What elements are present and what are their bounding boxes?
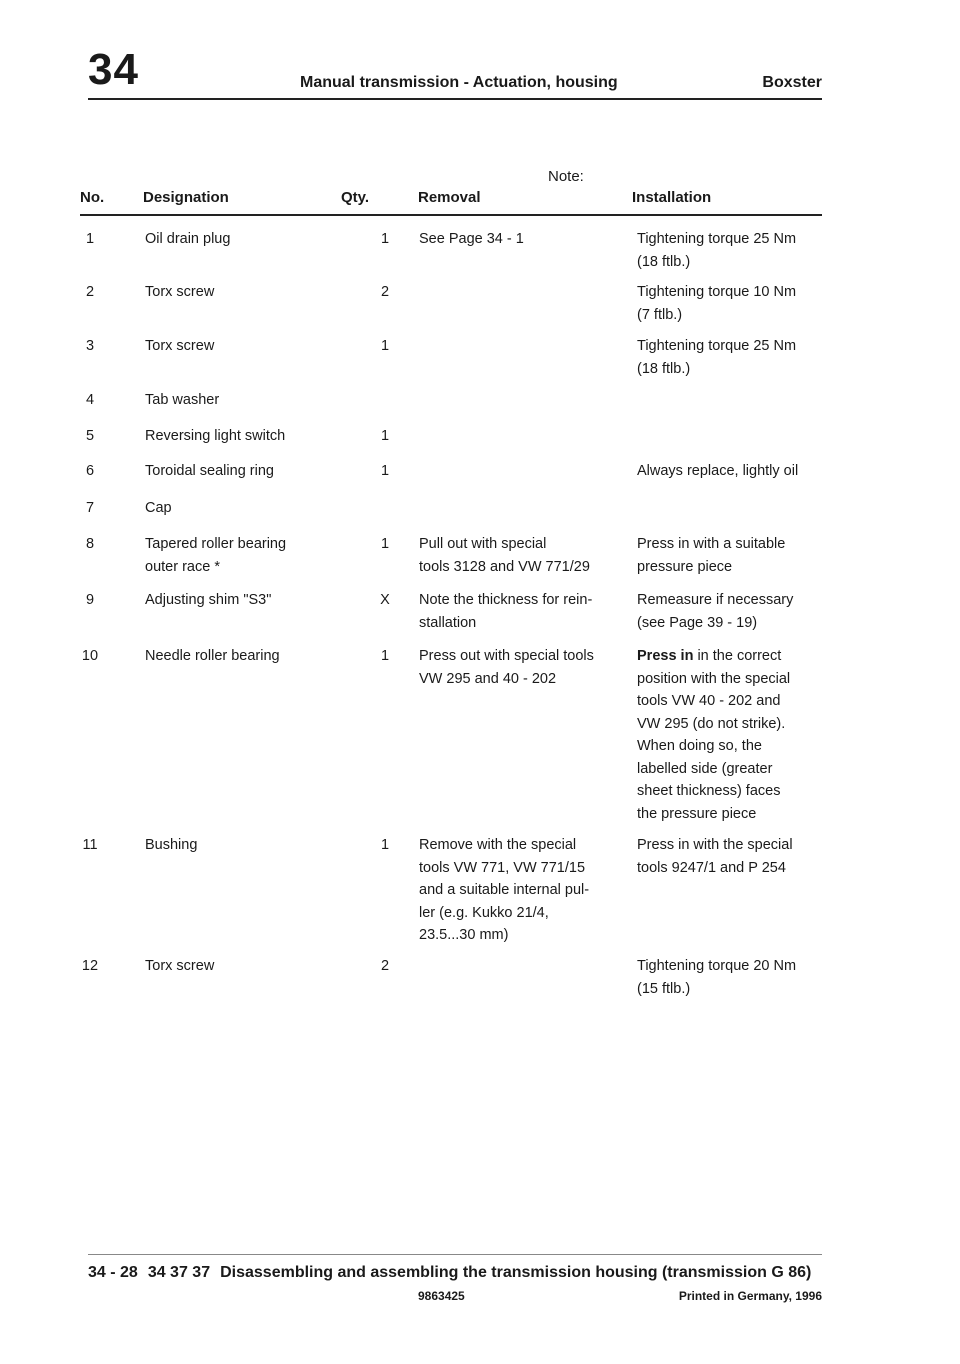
removal-line: tools 3128 and VW 771/29 — [419, 558, 590, 575]
designation-line: Bushing — [145, 837, 198, 853]
item-quantity: 1 — [380, 463, 390, 479]
column-header-removal: Removal — [418, 189, 481, 206]
installation-line: Tightening torque 10 Nm — [637, 284, 797, 300]
item-quantity: 1 — [380, 536, 390, 552]
installation-line: (18 ftlb.) — [637, 253, 691, 270]
item-removal-note — [419, 834, 615, 947]
section-title: Manual transmission - Actuation, housing — [300, 74, 618, 91]
installation-line: Remeasure if necessary — [637, 592, 794, 608]
removal-line: tools VW 771, VW 771/15 — [419, 859, 586, 876]
designation-line: outer race * — [145, 558, 220, 575]
installation-line: (18 ftlb.) — [637, 360, 691, 377]
item-installation-note — [637, 589, 822, 634]
removal-line: VW 295 and 40 - 202 — [419, 670, 557, 687]
removal-line: ler (e.g. Kukko 21/4, — [419, 904, 549, 921]
item-number: 3 — [85, 338, 95, 354]
item-designation — [145, 834, 335, 857]
footer-divider — [88, 1254, 822, 1255]
item-designation — [145, 645, 335, 668]
installation-emphasis: Press in — [637, 648, 694, 664]
footer-line — [88, 1264, 821, 1282]
designation-line: Tapered roller bearing — [145, 536, 287, 552]
item-quantity: 2 — [380, 284, 390, 300]
installation-line: labelled side (greater — [637, 760, 773, 777]
footer-description: Disassembling and assembling the transmission housing (transmission G 86) — [220, 1264, 812, 1281]
installation-line: tools 9247/1 and P 254 — [637, 859, 786, 876]
item-designation — [145, 460, 335, 483]
item-quantity: 1 — [380, 231, 390, 247]
item-number: 6 — [85, 463, 95, 479]
designation-line: Oil drain plug — [145, 231, 231, 247]
installation-line: (see Page 39 - 19) — [637, 614, 758, 631]
part-number: 9863425 — [418, 1289, 465, 1303]
item-designation — [145, 425, 335, 448]
installation-line — [637, 645, 822, 668]
item-removal-note — [419, 228, 615, 251]
removal-line: Remove with the special — [419, 837, 577, 853]
removal-line: Press out with special tools — [419, 648, 594, 664]
item-removal-note — [419, 533, 615, 578]
item-designation — [145, 335, 335, 358]
item-designation — [145, 589, 335, 612]
item-number: 10 — [81, 648, 99, 664]
repair-code: 34 37 37 — [147, 1264, 211, 1281]
item-installation-note — [637, 228, 822, 273]
item-number: 12 — [81, 958, 99, 974]
installation-line: sheet thickness) faces — [637, 783, 781, 799]
item-number: 5 — [85, 428, 95, 444]
installation-line: VW 295 (do not strike). — [637, 715, 786, 732]
item-quantity: 1 — [380, 648, 390, 664]
item-designation — [145, 281, 335, 304]
installation-line: the pressure piece — [637, 805, 757, 822]
table-header-divider — [80, 214, 822, 216]
item-number: 8 — [85, 536, 95, 552]
item-quantity: 1 — [380, 837, 390, 853]
designation-line: Cap — [145, 500, 172, 516]
installation-line: When doing so, the — [637, 738, 762, 754]
installation-text: in the correct — [697, 648, 782, 664]
item-installation-note — [637, 645, 822, 825]
removal-line: and a suitable internal pul- — [419, 882, 590, 898]
item-number: 11 — [82, 837, 98, 853]
item-installation-note — [637, 834, 822, 879]
printed-note: Printed in Germany, 1996 — [678, 1289, 822, 1303]
item-installation-note — [637, 533, 822, 578]
item-designation — [145, 497, 335, 520]
item-quantity: 1 — [380, 428, 390, 444]
removal-line: stallation — [419, 614, 477, 631]
removal-line: Note the thickness for rein- — [419, 592, 593, 608]
item-number: 4 — [85, 392, 95, 408]
item-installation-note — [637, 460, 822, 483]
item-number: 7 — [85, 500, 95, 516]
item-removal-note — [419, 645, 615, 690]
designation-line: Torx screw — [145, 958, 215, 974]
chapter-number: 34 — [88, 45, 139, 94]
installation-line: tools VW 40 - 202 and — [637, 693, 781, 709]
note-label: Note: — [548, 168, 584, 185]
item-quantity: X — [380, 592, 390, 608]
item-quantity: 2 — [380, 958, 390, 974]
item-designation — [145, 955, 335, 978]
item-number: 1 — [85, 231, 95, 247]
item-designation — [145, 533, 335, 578]
installation-line: (7 ftlb.) — [637, 306, 683, 323]
item-removal-note — [419, 589, 615, 634]
column-header-installation: Installation — [632, 189, 712, 206]
installation-line: Tightening torque 25 Nm — [637, 231, 797, 247]
installation-line: Tightening torque 20 Nm — [637, 958, 797, 974]
installation-line: pressure piece — [637, 558, 733, 575]
column-header-no: No. — [80, 189, 105, 206]
item-installation-note — [637, 955, 822, 1000]
column-header-designation: Designation — [143, 189, 229, 206]
item-number: 9 — [85, 592, 95, 608]
designation-line: Adjusting shim "S3" — [145, 592, 272, 608]
item-quantity: 1 — [380, 338, 390, 354]
designation-line: Tab washer — [145, 392, 220, 408]
designation-line: Torx screw — [145, 284, 215, 300]
header-divider — [88, 98, 822, 100]
installation-line: Press in with a suitable — [637, 536, 786, 552]
removal-line: Pull out with special — [419, 536, 547, 552]
installation-line: (15 ftlb.) — [637, 980, 691, 997]
installation-line: Press in with the special — [637, 837, 793, 853]
item-designation — [145, 389, 335, 412]
item-installation-note — [637, 281, 822, 326]
item-installation-note — [637, 335, 822, 380]
item-number: 2 — [85, 284, 95, 300]
column-header-qty: Qty. — [341, 189, 370, 206]
installation-line: position with the special — [637, 670, 791, 687]
installation-line: Always replace, lightly oil — [637, 463, 799, 479]
designation-line: Toroidal sealing ring — [145, 463, 274, 479]
model-name: Boxster — [762, 74, 822, 91]
installation-line: Tightening torque 25 Nm — [637, 338, 797, 354]
item-designation — [145, 228, 335, 251]
removal-line: See Page 34 - 1 — [419, 231, 524, 247]
designation-line: Reversing light switch — [145, 428, 286, 444]
designation-line: Needle roller bearing — [145, 648, 280, 664]
removal-line: 23.5...30 mm) — [419, 927, 509, 943]
designation-line: Torx screw — [145, 338, 215, 354]
page-number: 34 - 28 — [88, 1264, 138, 1281]
